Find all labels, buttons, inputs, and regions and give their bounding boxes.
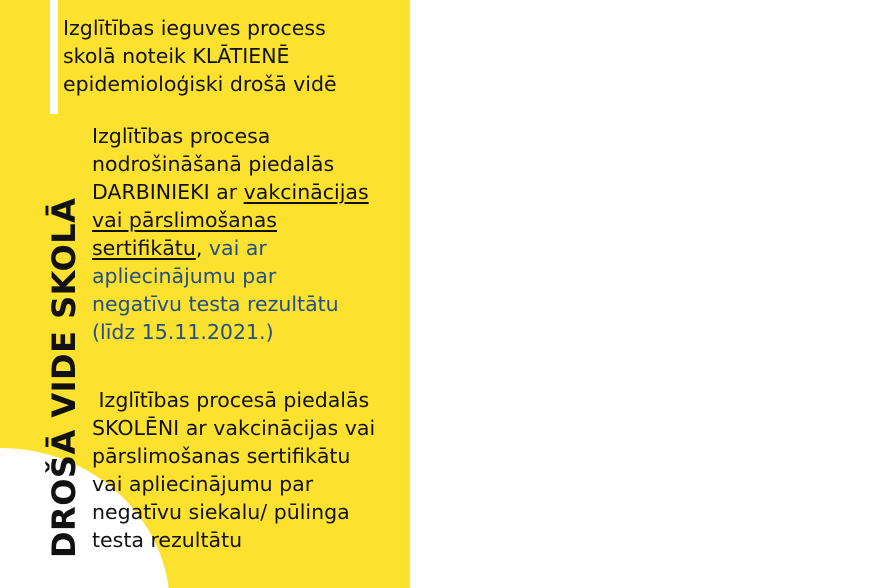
blue-text-line: (līdz 15.11.2021.) (92, 320, 274, 344)
blue-text-line: negatīvu testa rezultātu (92, 292, 339, 316)
underlined-text: sertifikātu (92, 236, 196, 260)
text-line: Izglītības procesa (92, 124, 271, 148)
text-line: pārslimošanas sertifikātu (92, 444, 351, 468)
yellow-panel (0, 0, 410, 588)
info-block-students (92, 386, 404, 554)
text-line: epidemioloģiski drošā vidē (63, 72, 337, 96)
vertical-title: DROŠĀ VIDE SKOLĀ (45, 197, 83, 558)
text-line: testa rezultātu (92, 528, 243, 552)
text-line (92, 206, 402, 234)
blue-text: vai ar (202, 236, 267, 260)
white-accent-bar (50, 0, 58, 114)
text-line: vai apliecinājumu par (92, 472, 314, 496)
text-line (92, 234, 402, 262)
text-line: Izglītības procesā piedalās (92, 388, 370, 412)
info-block-staff (92, 122, 402, 346)
underlined-text: vai pārslimošanas (92, 208, 277, 232)
text-line: skolā noteik KLĀTIENĒ (63, 44, 290, 68)
text-line: Izglītības ieguves process (63, 16, 326, 40)
text-line: nodrošināšanā piedalās (92, 152, 335, 176)
text-segment: DARBINIEKI ar (92, 180, 244, 204)
text-segment: , (195, 236, 203, 260)
info-block-process (63, 14, 393, 98)
underlined-text: vakcinācijas (243, 180, 369, 204)
text-line: negatīvu siekalu/ pūlinga (92, 500, 350, 524)
text-line (92, 178, 402, 206)
blue-text-line: apliecinājumu par (92, 264, 277, 288)
text-line: SKOLĒNI ar vakcinācijas vai (92, 416, 376, 440)
